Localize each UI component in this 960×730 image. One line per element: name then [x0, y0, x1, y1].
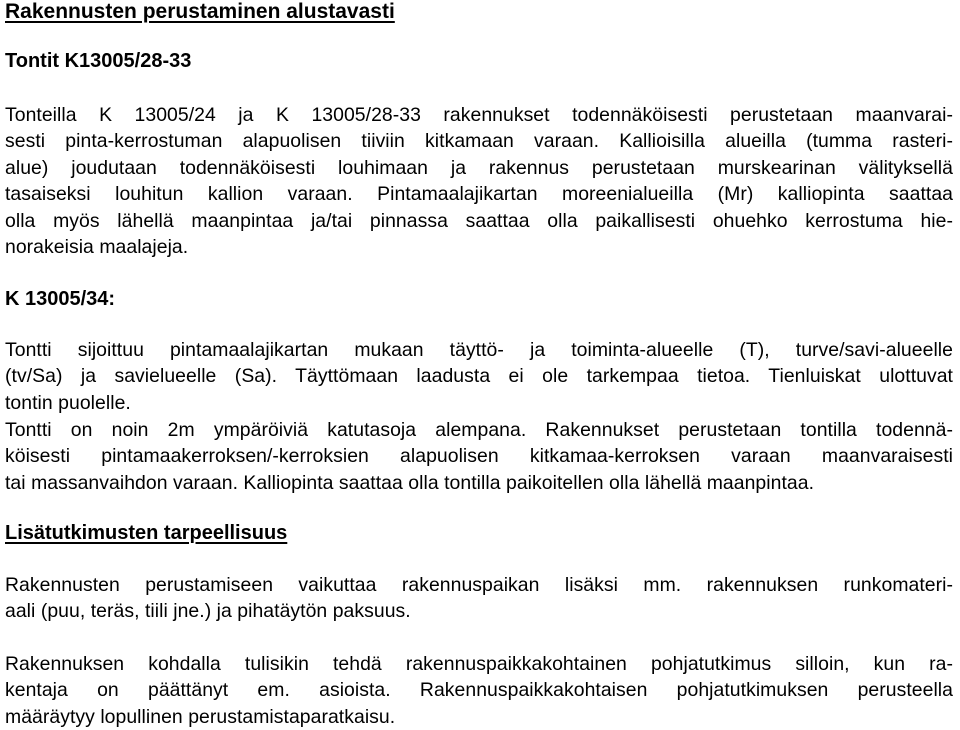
paragraph-line: tasaiseksi louhitun kallion varaan. Pintamaalajikartan moreenialueilla (Mr) kalliopinta saattaa: [5, 183, 953, 206]
document-title: Rakennusten perustaminen alustavasti: [5, 0, 395, 23]
paragraph-line: sesti pinta-kerrostuman alapuolisen tiiviin kitkamaan varaan. Kallioisilla alueilla (tumma rasteri-: [5, 130, 953, 153]
paragraph-line: Tonteilla K 13005/24 ja K 13005/28-33 rakennukset todennäköisesti perustetaan maanvarai-: [5, 104, 953, 126]
paragraph-line: tontin puolelle.: [5, 391, 131, 414]
paragraph-line: Rakennusten perustamiseen vaikuttaa rakennuspaikan lisäksi mm. rakennuksen runkomateri-: [5, 574, 953, 596]
paragraph-line: alue) joudutaan todennäköisesti louhimaan ja rakennus perustetaan murskearinan välityksellä: [5, 156, 953, 179]
paragraph-plot-34-soil: [5, 337, 953, 416]
paragraph-line: tai massanvaihdon varaan. Kalliopinta saattaa olla tontilla paikoitellen olla lähellä maanpintaa.: [5, 471, 815, 494]
section-heading-plots-28-33: Tontit K13005/28-33: [5, 50, 192, 72]
paragraph-plot-34-foundation: [5, 417, 953, 496]
section-heading-further-studies: Lisätutkimusten tarpeellisuus: [5, 522, 288, 544]
paragraph-line: aali (puu, teräs, tiili jne.) ja pihatäytön paksuus.: [5, 600, 411, 623]
section-heading-plot-34: K 13005/34:: [5, 288, 116, 310]
paragraph-building-factors: [5, 572, 953, 625]
paragraph-site-investigation: [5, 651, 953, 730]
paragraph-line: Rakennuksen kohdalla tulisikin tehdä rakennuspaikkakohtainen pohjatutkimus silloin, kun ra-: [5, 653, 953, 675]
paragraph-line: Tontti sijoittuu pintamaalajikartan mukaan täyttö- ja toiminta-alueelle (T), turve/savi-alueelle: [5, 339, 953, 361]
paragraph-line: olla myös lähellä maanpintaa ja/tai pinnassa saattaa olla paikallisesti ohuehko kerrostuma hie-: [5, 209, 953, 232]
paragraph-plots-28-33: [5, 102, 953, 260]
paragraph-line: Tontti on noin 2m ympäröiviä katutasoja alempana. Rakennukset perustetaan tontilla todennä-: [5, 419, 953, 441]
paragraph-line: määräytyy lopullinen perustamistaparatkaisu.: [5, 705, 396, 728]
paragraph-line: kentaja on päättänyt em. asioista. Rakennuspaikkakohtaisen pohjatutkimuksen perusteella: [5, 679, 953, 702]
paragraph-line: norakeisia maalajeja.: [5, 236, 189, 259]
paragraph-line: köisesti pintamaakerroksen/-kerroksien alapuolisen kitkamaa-kerroksen varaan maanvaraisesti: [5, 445, 953, 468]
paragraph-line: (tv/Sa) ja savielueelle (Sa). Täyttömaan laadusta ei ole tarkempaa tietoa. Tienluiskat ulottuvat: [5, 365, 953, 388]
